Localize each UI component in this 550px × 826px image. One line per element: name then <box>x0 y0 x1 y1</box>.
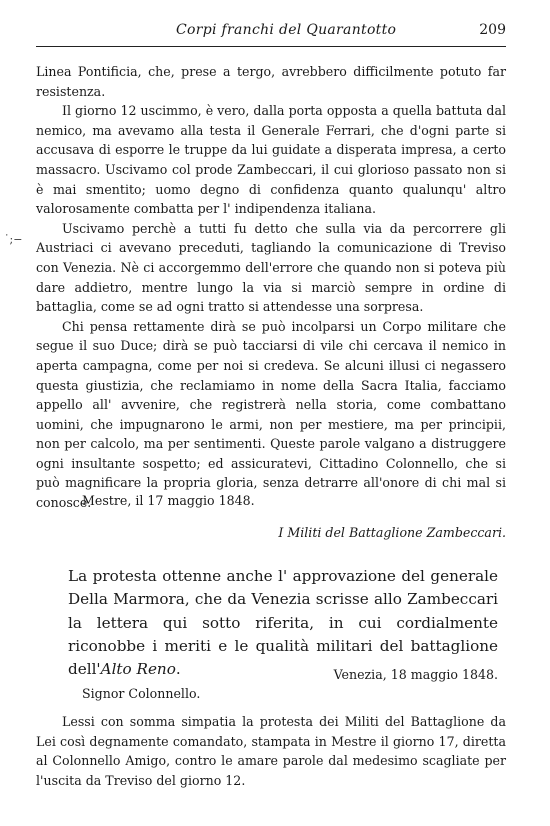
running-title: Corpi franchi del Quarantotto <box>176 22 397 38</box>
salutation: Signor Colonnello. <box>82 686 201 701</box>
letter-body <box>36 62 506 513</box>
margin-mark: ˙;− <box>4 233 23 246</box>
page-header <box>36 20 506 46</box>
header-rule <box>36 46 506 47</box>
narrative-end: . <box>175 660 181 679</box>
paragraph: Chi pensa rettamente dirà se può incolparsi un Corpo militare che segue il suo Duce; dirà se può tacciarsi di vile chi cercava il nemico in aperta campagna, come per noi si credeva. Se alcuni illusi ci negassero questa giustizia, che reclamiamo in nome della Sacra Italia, facciamo appello all' avvenire, che registrerà nella storia, come combattano uomini, che impugnarono le armi, non per mestiere, ma per principii, non per calcolo, ma per sentimenti. Queste parole valgano a distruggere ogni insultante sospetto; ed assicuratevi, Cittadino Colonnello, che si può magnificare la propria gloria, senza detrarre all'onore di chi mal si conosce. <box>36 318 506 511</box>
page-number: 209 <box>479 22 506 38</box>
second-letter-dateline: Venezia, 18 maggio 1848. <box>333 667 498 682</box>
battalion-name: Alto Reno <box>100 660 176 679</box>
letter-dateline: Mestre, il 17 maggio 1848. <box>82 493 255 508</box>
paragraph: Uscivamo perchè a tutti fu detto che sulla via da percorrere gli Austriaci ci avevano preceduti, tagliando la comunicazione di Treviso con Venezia. Nè ci accorgemmo dell'errore che quando non si poteva più dare addietro, mentre lungo la via si marciò sempre in ordine di battaglia, come se ad ogni tratto si attendesse una sorpresa. <box>36 220 506 315</box>
narrative-text: La protesta ottenne anche l' approvazione del generale Della Marmora, che da Venezia scrisse allo Zambeccari la lettera qui sotto riferita, in cui cordialmente riconobbe i meriti e le qualità militari del battaglione dell' <box>68 567 498 679</box>
paragraph: Lessi con somma simpatia la protesta dei Militi del Battaglione da Lei così degnamente comandato, stampata in Mestre il giorno 17, diretta al Colonnello Amigo, contro le amare parole dal medesimo scagliate per l'uscita da Treviso del giorno 12. <box>36 714 506 788</box>
narrative-paragraph <box>68 565 498 681</box>
paragraph: Linea Pontificia, che, prese a tergo, avrebbero difficilmente potuto far resistenza. <box>36 64 506 99</box>
letter-signature: I Militi del Battaglione Zambeccari. <box>278 525 506 540</box>
paragraph: Il giorno 12 uscimmo, è vero, dalla porta opposta a quella battuta dal nemico, ma avevamo alla testa il Generale Ferrari, che d'ogni parte si accusava di esporre le truppe da lui guidate a disperata impresa, a certo massacro. Uscivamo col prode Zambeccari, il cui glorioso passato non si è mai smentito; uomo degno di confidenza quanto qualunqu' altro valorosamente combatta per l' indipendenza italiana. <box>36 103 506 217</box>
second-letter-body <box>36 712 506 790</box>
